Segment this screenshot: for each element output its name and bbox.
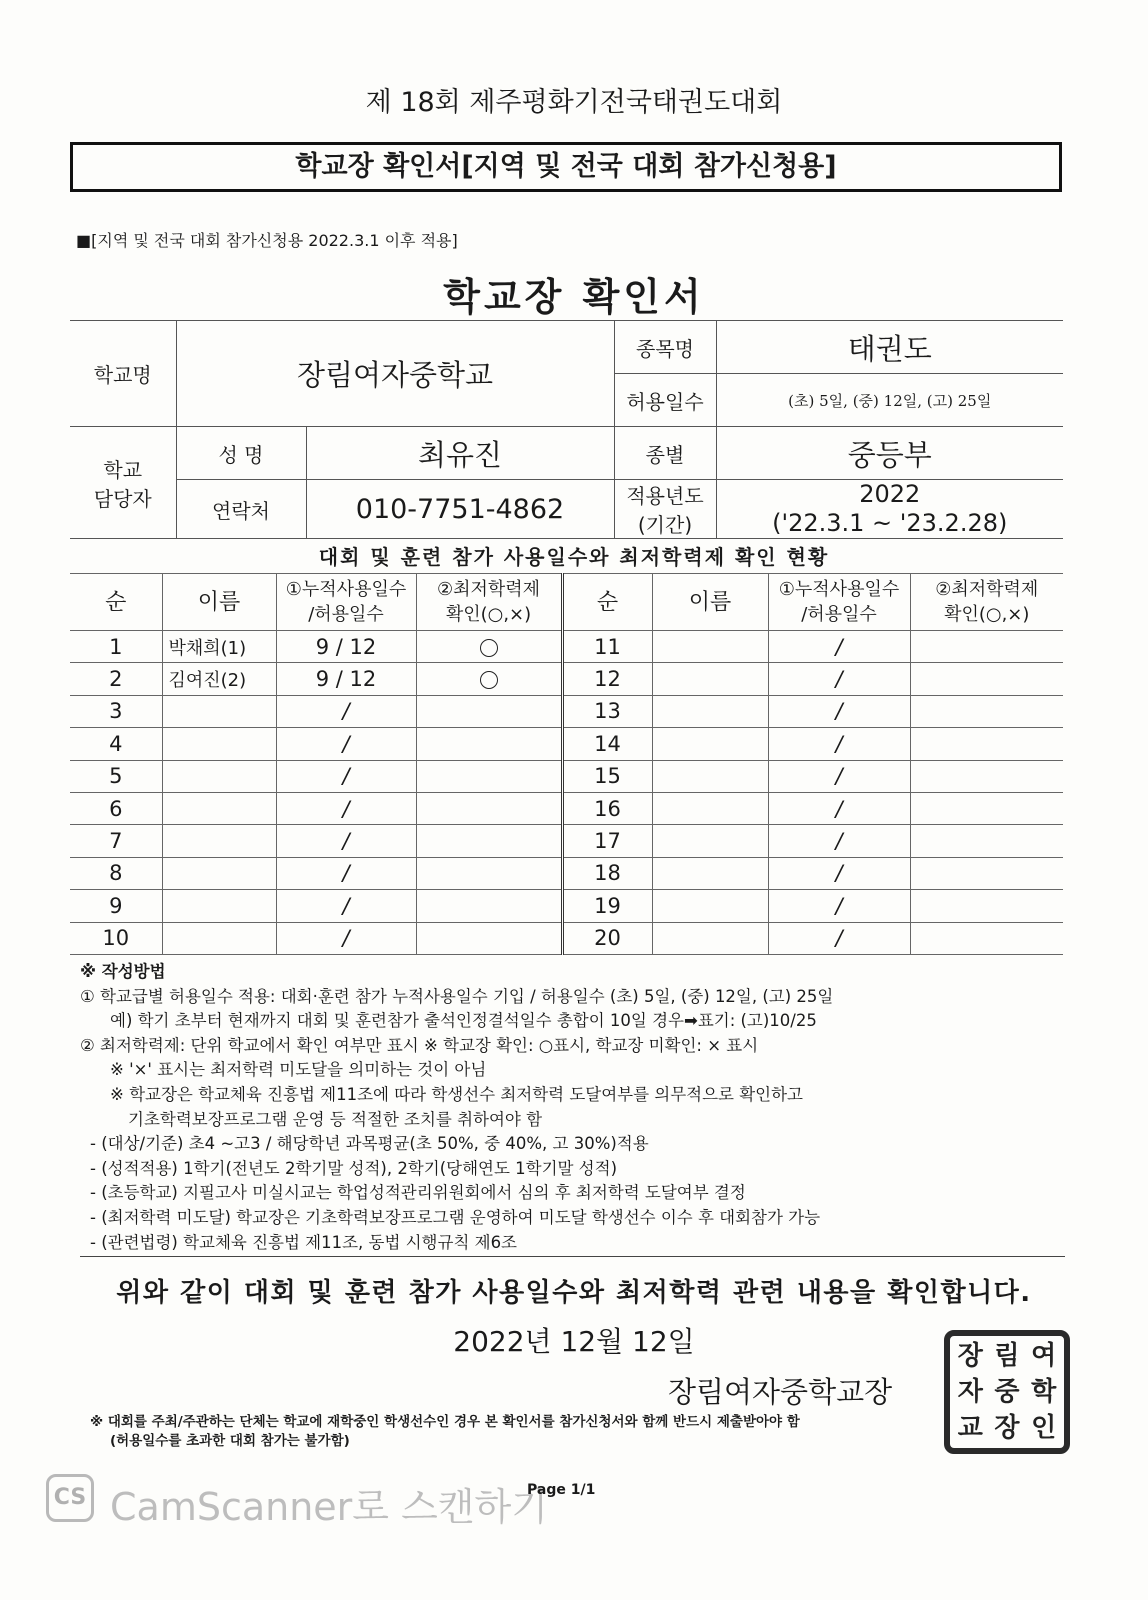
student-name: [162, 792, 276, 824]
col-min-line2: 확인(○,×): [445, 604, 532, 625]
student-name: [652, 760, 768, 792]
student-name: [652, 663, 768, 695]
student-name: [652, 825, 768, 857]
row-no: 13: [562, 695, 652, 727]
row-no: 14: [562, 728, 652, 760]
table-row: [70, 825, 1063, 857]
principal-signature: 장림여자중학교장: [668, 1375, 893, 1409]
table-row: [70, 792, 1063, 824]
min-check: [910, 890, 1063, 922]
student-name: [652, 890, 768, 922]
min-check: [416, 792, 562, 824]
division-label: 종별: [614, 427, 716, 480]
row-no: 19: [562, 890, 652, 922]
col-no-left: 순: [70, 574, 162, 631]
page-number: Page 1/1: [527, 1482, 596, 1498]
col-min-left: [416, 574, 562, 631]
days-value: /: [768, 631, 910, 663]
row-no: 4: [70, 728, 162, 760]
min-check: [910, 631, 1063, 663]
days-value: /: [276, 792, 416, 824]
days-value: /: [276, 890, 416, 922]
row-no: 17: [562, 825, 652, 857]
footnote-line: ※ 대회를 주최/주관하는 단체는 학교에 재학중인 학생선수인 경우 본 확인서를 참가신청서와 함께 반드시 제출받아야 함: [90, 1414, 800, 1430]
row-no: 11: [562, 631, 652, 663]
main-title: 학교장 확인서: [443, 275, 705, 319]
name-label: 성 명: [176, 427, 306, 480]
instructions: [80, 960, 1065, 1255]
seal-char: 인: [1031, 1413, 1057, 1443]
student-name: [162, 857, 276, 889]
row-no: 5: [70, 760, 162, 792]
year-value: 2022: [859, 480, 921, 508]
staff-label-line2: 담당자: [93, 486, 152, 511]
allowed-days-value: (초) 5일, (중) 12일, (고) 25일: [716, 374, 1063, 427]
row-no: 18: [562, 857, 652, 889]
staff-label-line1: 학교: [103, 457, 143, 482]
usage-section-title: 대회 및 훈련 참가 사용일수와 최저학력제 확인 현황: [318, 545, 830, 569]
row-no: 7: [70, 825, 162, 857]
year-label: [614, 480, 716, 539]
footnote-line: (허용일수를 초과한 대회 참가는 불가함): [110, 1433, 350, 1449]
col-days-left: [276, 574, 416, 631]
seal-char: 중: [994, 1377, 1020, 1407]
student-name: 김여진(2): [162, 663, 276, 695]
row-no: 2: [70, 663, 162, 695]
days-value: /: [768, 857, 910, 889]
min-check: [910, 728, 1063, 760]
instruction-line: - (관련법령) 학교체육 진흥법 제11조, 동법 시행규칙 제6조: [90, 1232, 517, 1252]
student-name: [162, 890, 276, 922]
days-value: /: [768, 890, 910, 922]
confirmation-statement: 위와 같이 대회 및 훈련 참가 사용일수와 최저학력 관련 내용을 확인합니다.: [116, 1278, 1032, 1308]
instruction-line: 예) 학기 초부터 현재까지 대회 및 훈련참가 출석인정결석일수 총합이 10일 경우➡표기: (고)10/25: [110, 1011, 817, 1031]
min-check: [910, 922, 1063, 954]
table-row: [70, 663, 1063, 695]
contact-label: 연락처: [176, 480, 306, 539]
days-value: /: [768, 760, 910, 792]
footnote: [90, 1413, 1010, 1451]
student-name: [652, 631, 768, 663]
min-check: [416, 728, 562, 760]
school-label: 학교명: [70, 321, 176, 427]
days-value: /: [768, 695, 910, 727]
days-value: /: [276, 857, 416, 889]
min-check: [416, 760, 562, 792]
document-date: 2022년 12월 12일: [453, 1325, 695, 1358]
row-no: 9: [70, 890, 162, 922]
student-name: [162, 922, 276, 954]
min-check: [416, 922, 562, 954]
staff-label: [70, 427, 176, 539]
col-min-line1: ②최저학력제: [436, 579, 541, 600]
table-row: [70, 631, 1063, 663]
form-title-box: 학교장 확인서[지역 및 전국 대회 참가신청용]: [70, 142, 1062, 192]
days-value: /: [768, 825, 910, 857]
student-name: [652, 922, 768, 954]
apply-note: ■[지역 및 전국 대회 참가신청용 2022.3.1 이후 적용]: [76, 231, 458, 250]
year-value-cell: [716, 480, 1063, 539]
table-row: [70, 890, 1063, 922]
row-no: 12: [562, 663, 652, 695]
min-check: [416, 857, 562, 889]
col-name-right: 이름: [652, 574, 768, 631]
student-name: [652, 728, 768, 760]
min-check: [910, 792, 1063, 824]
min-check: [416, 663, 562, 695]
student-name: [652, 792, 768, 824]
student-name: [652, 695, 768, 727]
instruction-line: - (성적적용) 1학기(전년도 2학기말 성적), 2학기(당해연도 1학기말 성적): [90, 1158, 618, 1178]
instruction-line: ※ 학교장은 학교체육 진흥법 제11조에 따라 학생선수 최저학력 도달여부를 의무적으로 확인하고: [110, 1084, 803, 1104]
row-no: 8: [70, 857, 162, 889]
student-name: [162, 825, 276, 857]
table-row: [70, 760, 1063, 792]
circle-mark-icon: [480, 639, 498, 657]
col-name-left: 이름: [162, 574, 276, 631]
table-row: [70, 922, 1063, 954]
col-days-line2: /허용일수: [308, 604, 384, 625]
col-no-right: 순: [562, 574, 652, 631]
seal-char: 장: [994, 1413, 1020, 1443]
camscanner-watermark: CamScanner로 스캔하기: [110, 1485, 548, 1529]
sport-value: 태권도: [716, 321, 1063, 374]
usage-table: [70, 573, 1063, 955]
min-check: [416, 890, 562, 922]
row-no: 6: [70, 792, 162, 824]
days-value: /: [768, 922, 910, 954]
period-value: ('22.3.1 ~ '23.2.28): [772, 509, 1008, 537]
min-check: [910, 695, 1063, 727]
year-label-line2: (기간): [637, 513, 693, 537]
min-check: [416, 695, 562, 727]
days-value: /: [276, 695, 416, 727]
sport-label: 종목명: [614, 321, 716, 374]
row-no: 20: [562, 922, 652, 954]
min-check: [416, 631, 562, 663]
days-value: /: [276, 760, 416, 792]
table-row: [70, 857, 1063, 889]
days-value: /: [768, 792, 910, 824]
col-days-line2: /허용일수: [801, 604, 877, 625]
row-no: 15: [562, 760, 652, 792]
seal-char: 림: [994, 1341, 1020, 1371]
instruction-line: 기초학력보장프로그램 운영 등 적절한 조치를 취하여야 함: [128, 1109, 543, 1129]
days-value: /: [276, 728, 416, 760]
allowed-days-label: 허용일수: [614, 374, 716, 427]
col-min-line2: 확인(○,×): [944, 604, 1030, 625]
student-name: [162, 728, 276, 760]
days-value: 9 / 12: [276, 663, 416, 695]
divider: [80, 1256, 1065, 1257]
name-value: 최유진: [306, 427, 614, 480]
camscanner-logo-icon: CS: [46, 1474, 94, 1522]
col-days-right: [768, 574, 910, 631]
instruction-line: - (최저학력 미도달) 학교장은 기초학력보장프로그램 운영하여 미도달 학생선수 이수 후 대회참가 가능: [90, 1207, 821, 1227]
instruction-line: - (대상/기준) 초4 ~고3 / 해당학년 과목평균(초 50%, 중 40%, 고 30%)적용: [90, 1134, 649, 1154]
instruction-line: ① 학교급별 허용일수 적용: 대회·훈련 참가 누적사용일수 기입 / 허용일수 (초) 5일, (중) 12일, (고) 25일: [80, 986, 834, 1006]
student-name: [162, 695, 276, 727]
min-check: [910, 857, 1063, 889]
days-value: /: [276, 922, 416, 954]
seal-char: 자: [957, 1377, 983, 1407]
event-title: 제 18회 제주평화기전국태권도대회: [365, 87, 783, 118]
col-min-line1: ②최저학력제: [935, 579, 1039, 600]
info-table: [70, 320, 1063, 539]
days-value: 9 / 12: [276, 631, 416, 663]
days-value: /: [276, 825, 416, 857]
days-value: /: [768, 728, 910, 760]
division-value: 중등부: [716, 427, 1063, 480]
instruction-line: ② 최저학력제: 단위 학교에서 확인 여부만 표시 ※ 학교장 확인: ○표시, 학교장 미확인: × 표시: [80, 1035, 759, 1055]
row-no: 3: [70, 695, 162, 727]
student-name: 박채희(1): [162, 631, 276, 663]
col-days-line1: ①누적사용일수: [778, 579, 900, 600]
student-name: [652, 857, 768, 889]
seal-char: 여: [1031, 1341, 1057, 1371]
year-label-line1: 적용년도: [626, 484, 704, 508]
col-days-line1: ①누적사용일수: [285, 579, 407, 600]
row-no: 16: [562, 792, 652, 824]
circle-mark-icon: [480, 671, 498, 689]
days-value: /: [768, 663, 910, 695]
row-no: 1: [70, 631, 162, 663]
instruction-line: ※ '×' 표시는 최저학력 미도달을 의미하는 것이 아님: [110, 1060, 487, 1080]
table-row: [70, 695, 1063, 727]
seal-char: 교: [957, 1413, 983, 1443]
min-check: [910, 825, 1063, 857]
seal-char: 장: [957, 1341, 983, 1371]
row-no: 10: [70, 922, 162, 954]
min-check: [910, 760, 1063, 792]
school-value: 장림여자중학교: [176, 321, 614, 427]
table-row: [70, 728, 1063, 760]
contact-value: 010-7751-4862: [306, 480, 614, 539]
seal-char: 학: [1031, 1377, 1057, 1407]
instructions-heading: ※ 작성방법: [80, 962, 166, 981]
min-check: [416, 825, 562, 857]
col-min-right: [910, 574, 1063, 631]
min-check: [910, 663, 1063, 695]
student-name: [162, 760, 276, 792]
instruction-line: - (초등학교) 지필고사 미실시교는 학업성적관리위원회에서 심의 후 최저학력 도달여부 결정: [90, 1183, 746, 1203]
